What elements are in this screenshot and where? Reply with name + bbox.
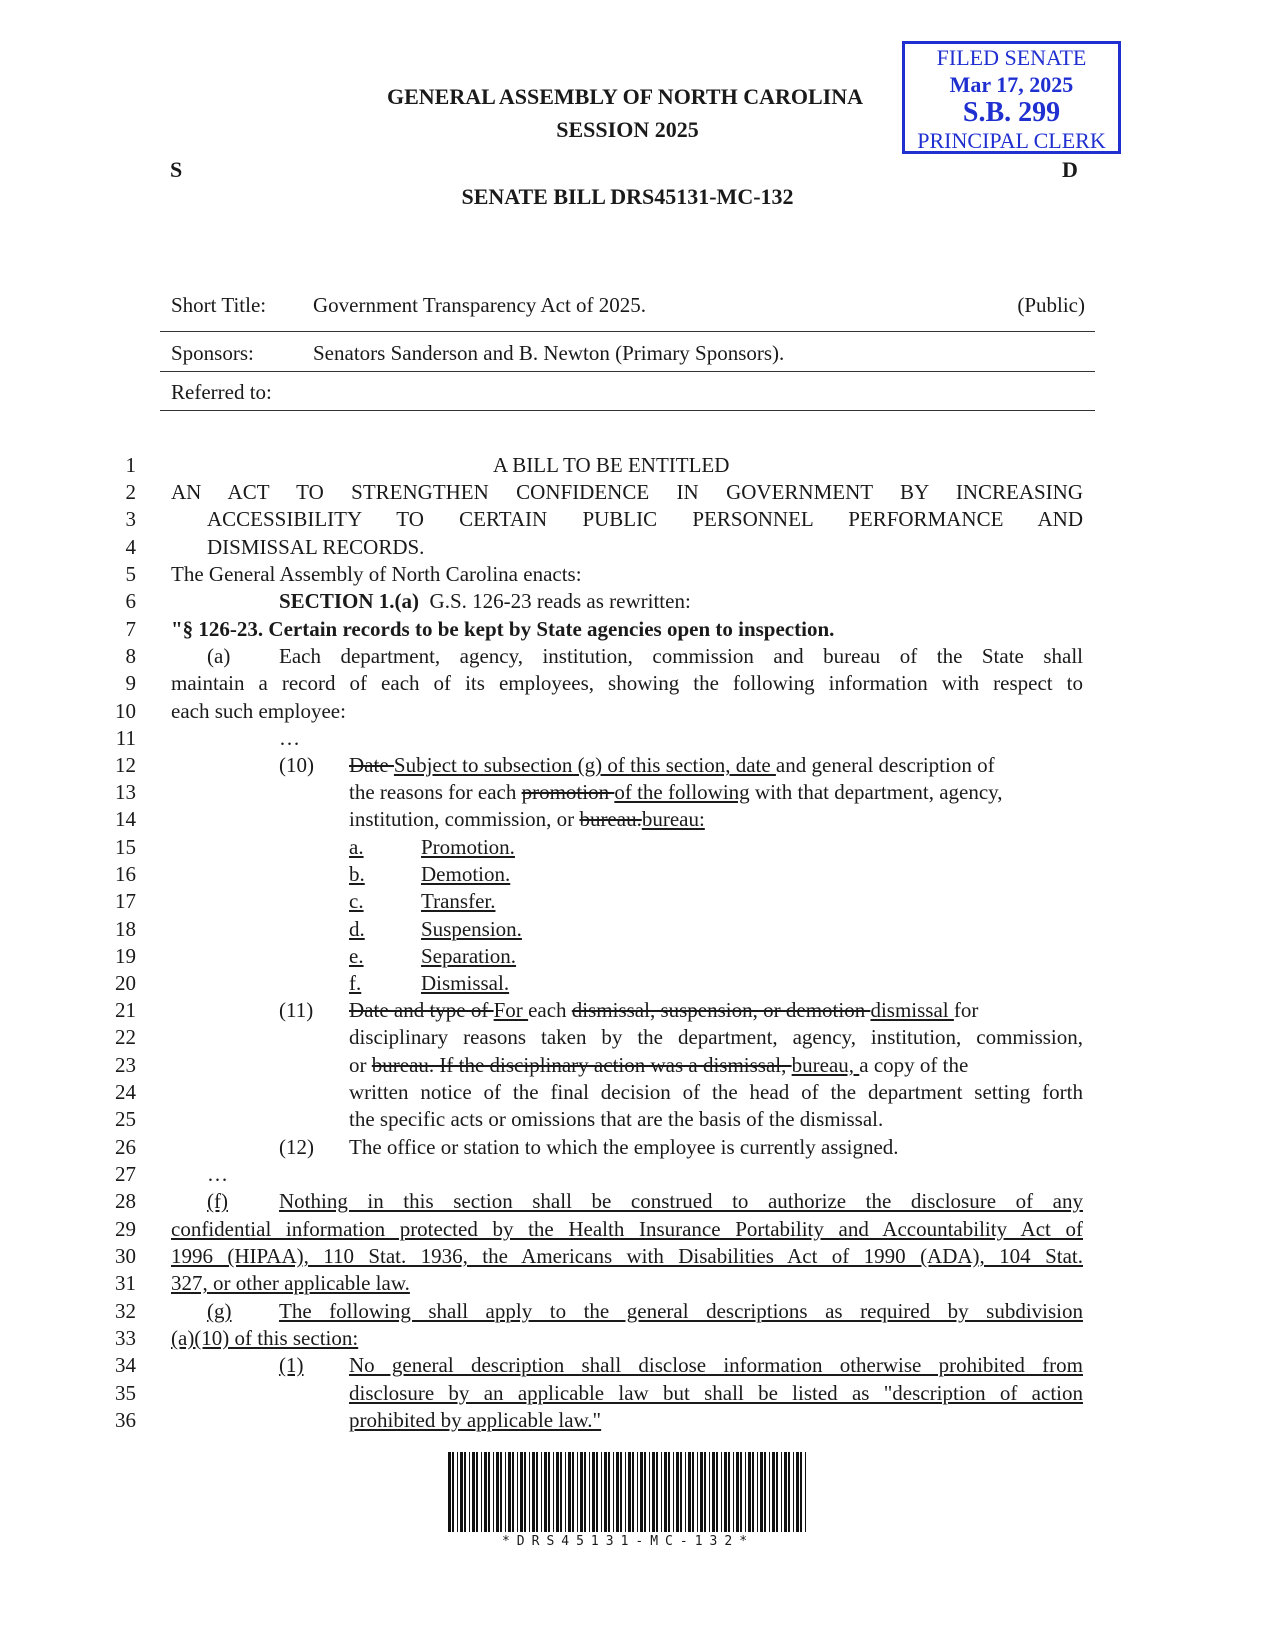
- deleted-text: Date: [349, 753, 394, 777]
- line-number: 15: [115, 835, 136, 859]
- stamp-filed-label: FILED SENATE: [936, 45, 1087, 70]
- item-label: (12): [279, 1135, 314, 1159]
- inserted-text: bureau,: [791, 1053, 860, 1077]
- subsection-label: (f): [207, 1189, 228, 1213]
- text: a copy of the: [859, 1053, 969, 1077]
- line-number: 25: [115, 1107, 136, 1131]
- bill-caption: A BILL TO BE ENTITLED: [493, 453, 730, 477]
- body-line: [349, 779, 1003, 806]
- body-line: maintain a record of each of its employees, showing the following information with respect to: [171, 671, 1083, 695]
- line-number: 24: [115, 1080, 136, 1104]
- body-line: each such employee:: [171, 699, 346, 723]
- subitem-label: d.: [349, 917, 365, 941]
- referred-label: Referred to:: [171, 380, 272, 404]
- subsection-label: (a): [207, 644, 231, 668]
- session-title: SESSION 2025: [556, 117, 699, 142]
- line-number: 20: [115, 971, 136, 995]
- line-number: 31: [115, 1271, 136, 1295]
- body-line: The office or station to which the employee is currently assigned.: [349, 1135, 899, 1159]
- inserted-text: bureau:: [641, 807, 705, 831]
- inserted-text: of the following: [614, 780, 750, 804]
- inserted-text: dismissal: [870, 998, 954, 1022]
- divider: [160, 371, 1095, 372]
- classification: (Public): [1017, 293, 1085, 317]
- act-title-line: ACCESSIBILITY TO CERTAIN PUBLIC PERSONNEL PERFORMANCE AND: [207, 507, 1083, 531]
- stamp-bill-number: S.B. 299: [962, 97, 1061, 128]
- body-line: 1996 (HIPAA), 110 Stat. 1936, the Americans with Disabilities Act of 1990 (ADA), 104 Stat.: [171, 1244, 1083, 1268]
- divider: [160, 331, 1095, 332]
- body-line: Each department, agency, institution, commission and bureau of the State shall: [279, 644, 1083, 668]
- deleted-text: bureau.: [579, 807, 642, 831]
- body-line: confidential information protected by the Health Insurance Portability and Accountability Act of: [171, 1217, 1083, 1241]
- line-number: 1: [125, 453, 136, 477]
- section-number: SECTION 1.(a): [279, 589, 420, 613]
- line-number: 27: [115, 1162, 136, 1186]
- short-title-label: Short Title:: [171, 293, 267, 317]
- ellipsis: …: [279, 726, 300, 750]
- assembly-title: GENERAL ASSEMBLY OF NORTH CAROLINA: [387, 84, 863, 109]
- body-line: [349, 997, 978, 1024]
- subitem-label: c.: [349, 889, 364, 913]
- item-label: (11): [279, 998, 314, 1022]
- line-number: 36: [115, 1408, 136, 1432]
- chamber-code-left: S: [170, 157, 183, 182]
- line-number: 5: [125, 562, 136, 586]
- line-number: 28: [115, 1189, 136, 1213]
- subitem-text: Dismissal.: [421, 971, 510, 995]
- line-number: 35: [115, 1381, 136, 1405]
- sponsors-value: Senators Sanderson and B. Newton (Primary Sponsors).: [313, 341, 785, 365]
- item-label: (1): [279, 1353, 304, 1377]
- body-line: disclosure by an applicable law but shall be listed as "description of action: [349, 1381, 1083, 1405]
- text: each: [528, 998, 572, 1022]
- section-heading: [279, 588, 691, 615]
- subitem-label: a.: [349, 835, 364, 859]
- line-number: 12: [115, 753, 136, 777]
- subitem-label: b.: [349, 862, 365, 886]
- inserted-text: Subject to subsection (g) of this section, date: [393, 753, 776, 777]
- text: for: [953, 998, 979, 1022]
- body-line: prohibited by applicable law.": [349, 1408, 602, 1432]
- body-line: Nothing in this section shall be construed to authorize the disclosure of any: [279, 1189, 1083, 1213]
- line-number: 34: [115, 1353, 136, 1377]
- text: and general description of: [775, 753, 995, 777]
- line-number: 17: [115, 889, 136, 913]
- line-number: 2: [125, 480, 136, 504]
- sponsors-label: Sponsors:: [171, 341, 254, 365]
- line-number: 19: [115, 944, 136, 968]
- deleted-text: promotion: [521, 780, 615, 804]
- item-label: (10): [279, 753, 314, 777]
- line-number: 4: [125, 535, 136, 559]
- text: the reasons for each: [349, 780, 522, 804]
- body-line: [349, 806, 705, 833]
- section-text: G.S. 126-23 reads as rewritten:: [429, 589, 691, 613]
- filed-stamp: [902, 41, 1121, 154]
- act-title-line: DISMISSAL RECORDS.: [207, 535, 425, 559]
- body-line: (a)(10) of this section:: [171, 1326, 359, 1350]
- body-line: written notice of the final decision of the head of the department setting forth: [349, 1080, 1083, 1104]
- subitem-text: Suspension.: [421, 917, 522, 941]
- deleted-text: bureau. If the disciplinary action was a dismissal,: [371, 1053, 792, 1077]
- subitem-text: Transfer.: [421, 889, 496, 913]
- barcode-icon: [448, 1452, 808, 1532]
- line-number: 14: [115, 807, 136, 831]
- subitem-label: e.: [349, 944, 364, 968]
- statute-heading: "§ 126-23. Certain records to be kept by State agencies open to inspection.: [171, 617, 835, 641]
- line-number: 13: [115, 780, 136, 804]
- line-number: 23: [115, 1053, 136, 1077]
- short-title-value: Government Transparency Act of 2025.: [313, 293, 647, 317]
- line-number: 16: [115, 862, 136, 886]
- divider: [160, 410, 1095, 411]
- inserted-text: For: [493, 998, 529, 1022]
- chamber-code-right: D: [1062, 157, 1078, 182]
- barcode-text: *DRS45131-MC-132*: [501, 1534, 755, 1549]
- line-number: 32: [115, 1299, 136, 1323]
- stamp-clerk-label: PRINCIPAL CLERK: [917, 128, 1106, 153]
- act-title-line: AN ACT TO STRENGTHEN CONFIDENCE IN GOVERNMENT BY INCREASING: [171, 480, 1083, 504]
- line-number: 33: [115, 1326, 136, 1350]
- subitem-text: Separation.: [421, 944, 517, 968]
- body-line: The following shall apply to the general descriptions as required by subdivision: [279, 1299, 1083, 1323]
- ellipsis: …: [207, 1162, 228, 1186]
- body-line: the specific acts or omissions that are the basis of the dismissal.: [349, 1107, 884, 1131]
- line-number: 6: [125, 589, 136, 613]
- line-number: 7: [125, 617, 136, 641]
- enacting-clause: The General Assembly of North Carolina enacts:: [171, 562, 582, 586]
- line-number: 26: [115, 1135, 136, 1159]
- body-line: 327, or other applicable law.: [171, 1271, 410, 1295]
- line-number: 11: [115, 726, 136, 750]
- subitem-text: Promotion.: [421, 835, 515, 859]
- subsection-label: (g): [207, 1299, 232, 1323]
- line-number: 18: [115, 917, 136, 941]
- line-number: 29: [115, 1217, 136, 1241]
- deleted-text: dismissal, suspension, or demotion: [571, 998, 871, 1022]
- text: institution, commission, or: [349, 807, 580, 831]
- line-number: 21: [115, 998, 136, 1022]
- line-number: 30: [115, 1244, 136, 1268]
- body-line: [349, 1052, 968, 1079]
- subitem-text: Demotion.: [421, 862, 511, 886]
- text: with that department, agency,: [749, 780, 1003, 804]
- line-number: 3: [125, 507, 136, 531]
- body-line: No general description shall disclose information otherwise prohibited from: [349, 1353, 1083, 1377]
- deleted-text: Date and type of: [349, 998, 494, 1022]
- line-number: 8: [125, 644, 136, 668]
- subitem-label: f.: [349, 971, 362, 995]
- stamp-date: Mar 17, 2025: [949, 72, 1074, 97]
- line-number: 9: [125, 671, 136, 695]
- line-number: 22: [115, 1025, 136, 1049]
- body-line: [349, 752, 995, 779]
- bill-id: SENATE BILL DRS45131-MC-132: [461, 184, 794, 209]
- text: or: [349, 1053, 372, 1077]
- line-number: 10: [115, 699, 136, 723]
- body-line: disciplinary reasons taken by the department, agency, institution, commission,: [349, 1025, 1083, 1049]
